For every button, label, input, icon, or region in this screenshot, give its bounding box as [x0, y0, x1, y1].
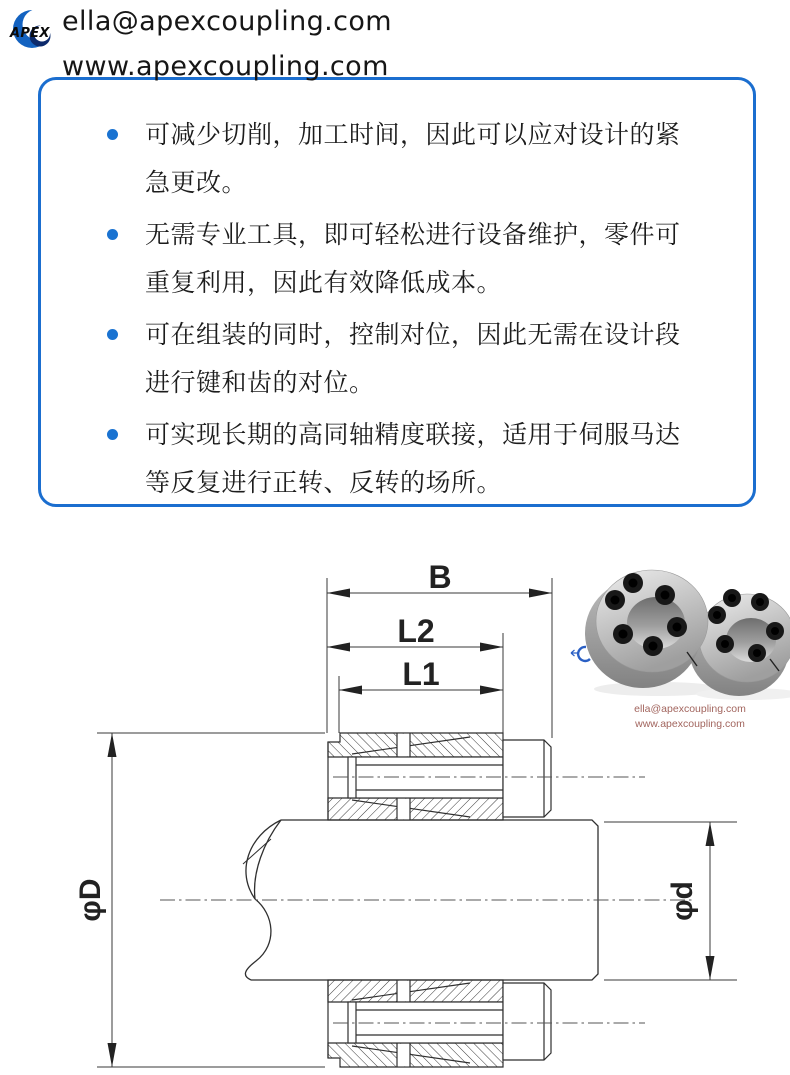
photo-caption-email: ella@apexcoupling.com [634, 703, 746, 715]
shaft-drawing [160, 820, 695, 980]
list-item [107, 411, 687, 507]
product-photo [571, 570, 790, 730]
photo-watermark-logo-icon [571, 647, 590, 661]
dimension-phi-d-shaft [604, 822, 737, 980]
list-item [107, 311, 687, 407]
dimension-l1 [339, 656, 503, 733]
dim-label-l2: L2 [397, 613, 435, 649]
locking-device-photo-left [585, 570, 708, 688]
dim-label-l1: L1 [402, 656, 440, 692]
header-email: ella@apexcoupling.com [62, 6, 393, 37]
feature-text: 可减少切削，加工时间，因此可以应对设计的紧急更改。 [145, 120, 681, 197]
apex-logo [6, 5, 58, 52]
locking-assembly-top [328, 733, 645, 820]
locking-assembly-bottom [328, 980, 645, 1067]
feature-text: 无需专业工具，即可轻松进行设备维护，零件可重复利用，因此有效降低成本。 [145, 220, 681, 297]
list-item [107, 211, 687, 307]
feature-text: 可在组装的同时，控制对位，因此无需在设计段进行键和齿的对位。 [145, 320, 681, 397]
features-list [107, 111, 687, 511]
feature-text: 可实现长期的高同轴精度联接，适用于伺服马达等反复进行正转、反转的场所。 [145, 420, 681, 497]
bullet-dot-icon [107, 329, 118, 340]
dimension-b [327, 559, 552, 738]
bullet-dot-icon [107, 229, 118, 240]
features-box [38, 77, 756, 507]
logo-text: APEX [10, 26, 50, 41]
dim-label-b: B [428, 559, 452, 595]
dim-label-phi-d-outer: φD [74, 878, 107, 922]
bullet-dot-icon [107, 429, 118, 440]
header-website: www.apexcoupling.com [62, 51, 389, 82]
bullet-dot-icon [107, 129, 118, 140]
dim-label-phi-d-shaft: φd [666, 881, 699, 921]
photo-caption-website: www.apexcoupling.com [635, 718, 745, 730]
list-item [107, 111, 687, 207]
technical-drawing [0, 538, 790, 1075]
